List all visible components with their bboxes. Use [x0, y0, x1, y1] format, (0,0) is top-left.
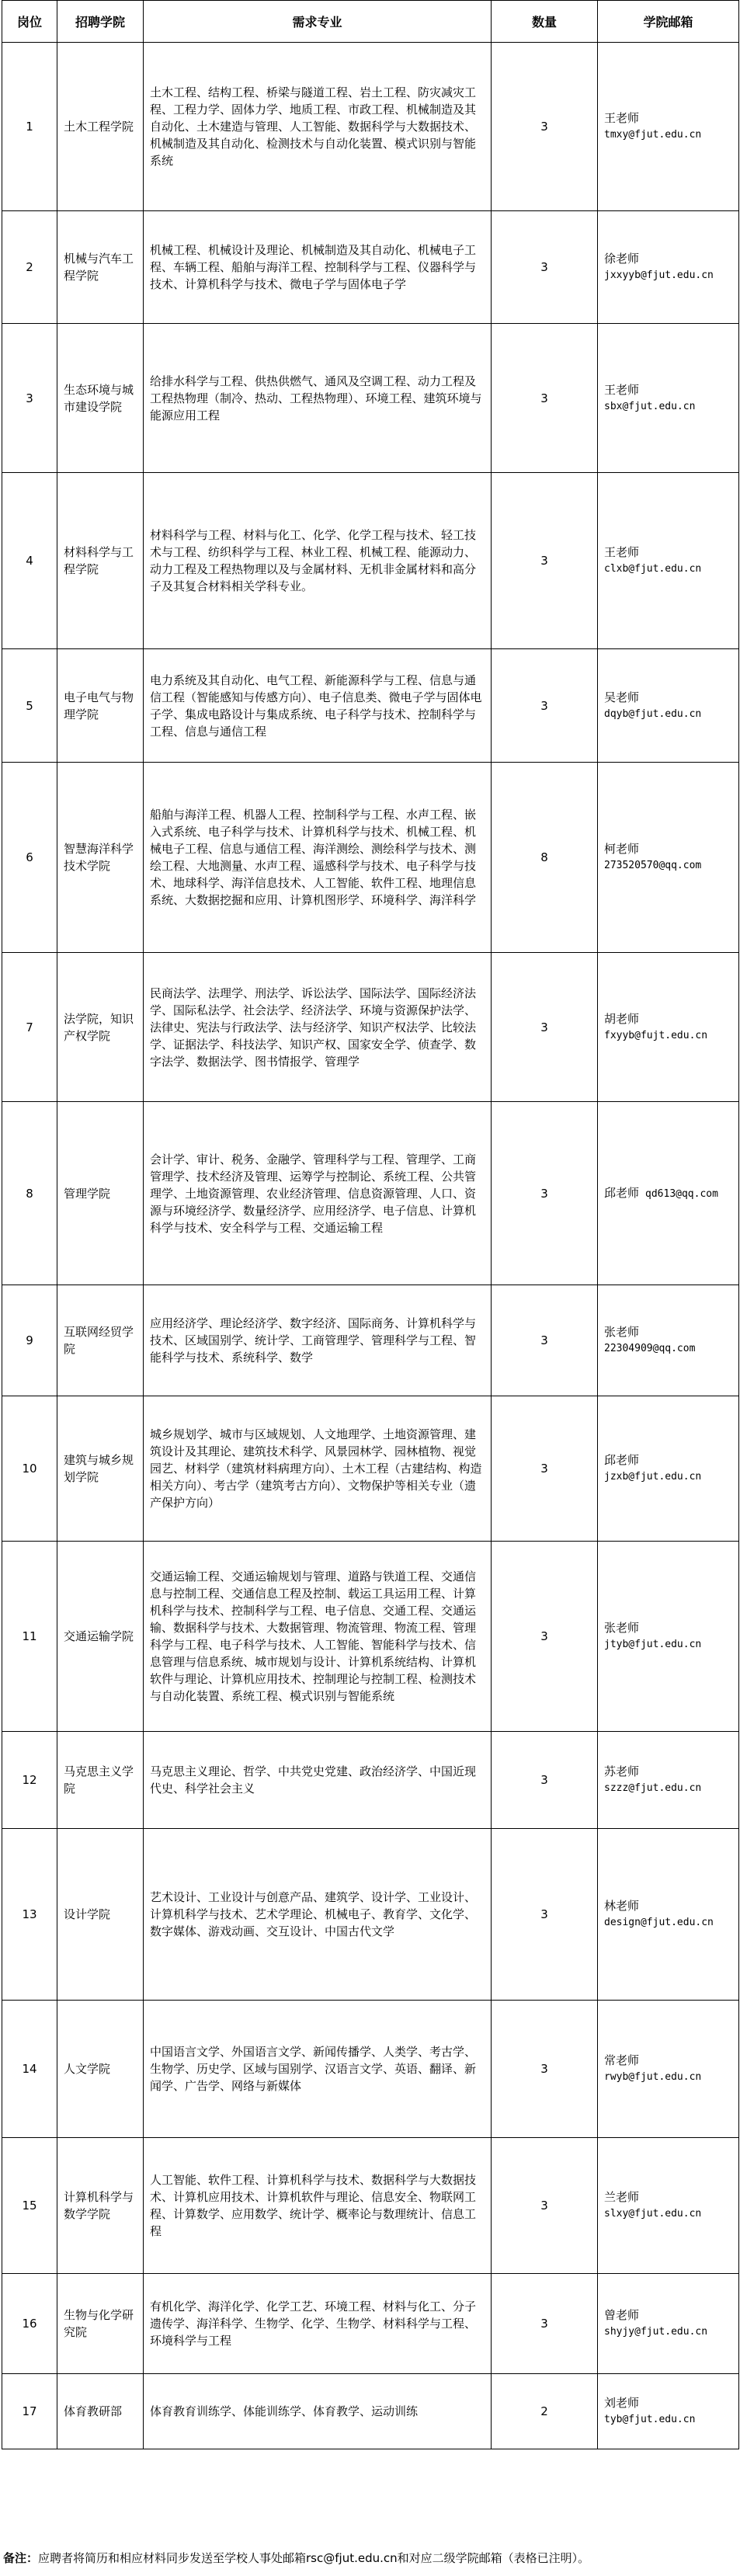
post-id-cell: 15: [2, 2138, 57, 2274]
contact-name: 柯老师: [604, 842, 640, 856]
quantity-cell: 3: [492, 211, 598, 324]
email-address: 22304909@qq.com: [604, 1343, 696, 1354]
header-majors: 需求专业: [144, 1, 492, 43]
header-post-id: 岗位: [2, 1, 57, 43]
email-cell: [598, 43, 739, 211]
email-address: szzz@fjut.edu.cn: [604, 1782, 702, 1794]
college-cell: 生物与化学研究院: [57, 2274, 144, 2374]
contact-name: 张老师: [604, 1325, 640, 1339]
majors-cell: 体育教育训练学、体能训练学、体育教学、运动训练: [144, 2374, 492, 2449]
email-address: slxy@fjut.edu.cn: [604, 2208, 702, 2220]
majors-cell: 会计学、审计、税务、金融学、管理科学与工程、管理学、工商管理学、技术经济及管理、运筹学与控制论、系统工程、公共管理学、土地资源管理、农业经济管理、信息资源管理、人口、资源与环境经济学、数量经济学、应用经济学、电子信息、计算机科学与技术、安全科学与工程、交通运输工程: [144, 1102, 492, 1285]
table-row: [2, 324, 739, 473]
quantity-cell: 3: [492, 1542, 598, 1732]
college-cell: 智慧海洋科学技术学院: [57, 763, 144, 953]
email-cell: [598, 763, 739, 953]
table-row: [2, 1542, 739, 1732]
table-row: [2, 1285, 739, 1396]
header-email: 学院邮箱: [598, 1, 739, 43]
quantity-cell: 3: [492, 953, 598, 1102]
email-address: tmxy@fjut.edu.cn: [604, 129, 702, 141]
majors-cell: 艺术设计、工业设计与创意产品、建筑学、设计学、工业设计、计算机科学与技术、艺术学理论、机械电子、教育学、文化学、数字媒体、游戏动画、交互设计、中国古代文学: [144, 1829, 492, 2001]
contact-name: 刘老师: [604, 2396, 640, 2410]
quantity-cell: 3: [492, 2274, 598, 2374]
contact-name: 胡老师: [604, 1011, 640, 1026]
college-cell: 人文学院: [57, 2001, 144, 2138]
contact-name: 王老师: [604, 545, 640, 559]
email-address: sbx@fjut.edu.cn: [604, 400, 696, 412]
quantity-cell: 3: [492, 1285, 598, 1396]
post-id-cell: 14: [2, 2001, 57, 2138]
college-cell: 体育教研部: [57, 2374, 144, 2449]
email-cell: [598, 1732, 739, 1829]
contact-name: 张老师: [604, 1621, 640, 1635]
email-cell: [598, 1829, 739, 2001]
quantity-cell: 3: [492, 649, 598, 763]
email-address: tyb@fjut.edu.cn: [604, 2414, 696, 2425]
college-cell: 机械与汽车工程学院: [57, 211, 144, 324]
majors-cell: 马克思主义理论、哲学、中共党史党建、政治经济学、中国近现代史、科学社会主义: [144, 1732, 492, 1829]
majors-cell: 中国语言文学、外国语言文学、新闻传播学、人类学、考古学、生物学、历史学、区域与国别学、汉语言文学、英语、翻译、新闻学、广告学、网络与新媒体: [144, 2001, 492, 2138]
table-row: [2, 1102, 739, 1285]
table-row: [2, 211, 739, 324]
post-id-cell: 10: [2, 1396, 57, 1542]
header-college: 招聘学院: [57, 1, 144, 43]
quantity-cell: 3: [492, 1829, 598, 2001]
quantity-cell: 8: [492, 763, 598, 953]
post-id-cell: 1: [2, 43, 57, 211]
recruitment-table: [2, 0, 739, 2449]
contact-name: 兰老师: [604, 2190, 640, 2204]
contact-name: 王老师: [604, 111, 640, 125]
contact-name: 林老师: [604, 1899, 640, 1913]
email-address: rwyb@fjut.edu.cn: [604, 2071, 702, 2083]
majors-cell: 给排水科学与工程、供热供燃气、通风及空调工程、动力工程及工程热物理（制冷、热动、工程热物理）、环境工程、建筑环境与能源应用工程: [144, 324, 492, 473]
post-id-cell: 3: [2, 324, 57, 473]
email-cell: [598, 2374, 739, 2449]
quantity-cell: 3: [492, 1732, 598, 1829]
contact-name: 邱老师: [604, 1453, 640, 1467]
email-cell: [598, 2001, 739, 2138]
email-address: qd613@qq.com: [645, 1187, 718, 1200]
post-id-cell: 8: [2, 1102, 57, 1285]
table-row: [2, 649, 739, 763]
table-body: [2, 43, 739, 2449]
contact-name: 常老师: [604, 2053, 640, 2067]
footnote-text: 应聘者将简历和相应材料同步发送至学校人事处邮箱rsc@fjut.edu.cn和对应二级学院邮箱（表格已注明）。: [38, 2551, 590, 2565]
post-id-cell: 11: [2, 1542, 57, 1732]
post-id-cell: 16: [2, 2274, 57, 2374]
email-cell: [598, 953, 739, 1102]
email-address: design@fjut.edu.cn: [604, 1917, 714, 1928]
contact-name: 王老师: [604, 382, 640, 397]
header-quantity: 数量: [492, 1, 598, 43]
footnote-label: 备注：: [3, 2551, 39, 2565]
majors-cell: 电力系统及其自动化、电气工程、新能源科学与工程、信息与通信工程（智能感知与传感方向）、电子信息类、微电子学与固体电子学、集成电路设计与集成系统、电子科学与技术、控制科学与工程、信息与通信工程: [144, 649, 492, 763]
majors-cell: 土木工程、结构工程、桥梁与隧道工程、岩土工程、防灾减灾工程、工程力学、固体力学、地质工程、市政工程、机械制造及其自动化、土木建造与管理、人工智能、数据科学与大数据技术、机械制造及其自动化、检测技术与自动化装置、模式识别与智能系统: [144, 43, 492, 211]
majors-cell: 材料科学与工程、材料与化工、化学、化学工程与技术、轻工技术与工程、纺织科学与工程、林业工程、机械工程、能源动力、动力工程及工程热物理以及与金属材料、无机非金属材料和高分子及其复合材料相关学科专业。: [144, 473, 492, 649]
post-id-cell: 6: [2, 763, 57, 953]
majors-cell: 应用经济学、理论经济学、数字经济、国际商务、计算机科学与技术、区域国别学、统计学、工商管理学、管理科学与工程、智能科学与技术、系统科学、数学: [144, 1285, 492, 1396]
table-row: [2, 2138, 739, 2274]
post-id-cell: 12: [2, 1732, 57, 1829]
quantity-cell: 3: [492, 2138, 598, 2274]
email-cell: [598, 211, 739, 324]
email-address: clxb@fjut.edu.cn: [604, 563, 702, 575]
table-row: [2, 2374, 739, 2449]
table-row: [2, 2274, 739, 2374]
table-header-row: [2, 1, 739, 43]
email-cell: [598, 473, 739, 649]
college-cell: 建筑与城乡规划学院: [57, 1396, 144, 1542]
email-cell: [598, 2274, 739, 2374]
college-cell: 材料科学与工程学院: [57, 473, 144, 649]
majors-cell: 交通运输工程、交通运输规划与管理、道路与铁道工程、交通信息与控制工程、交通信息工程及控制、载运工具运用工程、计算机科学与技术、控制科学与工程、电子信息、交通工程、交通运输、数据科学与技术、大数据管理、物流管理、物流工程、管理科学与工程、电子科学与技术、人工智能、智能科学与技术、信息管理与信息系统、城市规划与设计、计算机系统结构、计算机软件与理论、计算机应用技术、控制理论与控制工程、检测技术与自动化装置、系统工程、模式识别与智能系统: [144, 1542, 492, 1732]
email-address: shyjy@fjut.edu.cn: [604, 2326, 708, 2338]
college-cell: 马克思主义学院: [57, 1732, 144, 1829]
majors-cell: 船舶与海洋工程、机器人工程、控制科学与工程、水声工程、嵌入式系统、电子科学与技术、计算机科学与技术、机械工程、机械电子工程、信息与通信工程、海洋测绘、测绘科学与技术、测绘工程、大地测量、水声工程、遥感科学与技术、电子科学与技术、地球科学、海洋信息技术、人工智能、软件工程、地理信息系统、大数据挖掘和应用、计算机图形学、环境科学、海洋科学: [144, 763, 492, 953]
majors-cell: 城乡规划学、城市与区域规划、人文地理学、土地资源管理、建筑设计及其理论、建筑技术科学、风景园林学、园林植物、视觉园艺、材料学（建筑材料病理方向）、土木工程（古建结构、构造相关方向）、考古学（建筑考古方向）、文物保护等相关专业（遗产保护方向）: [144, 1396, 492, 1542]
quantity-cell: 2: [492, 2374, 598, 2449]
email-cell: [598, 1542, 739, 1732]
email-address: jzxb@fjut.edu.cn: [604, 1471, 702, 1483]
table-row: [2, 473, 739, 649]
college-cell: 管理学院: [57, 1102, 144, 1285]
quantity-cell: 3: [492, 1102, 598, 1285]
table-row: [2, 1396, 739, 1542]
table-row: [2, 43, 739, 211]
college-cell: 生态环境与城市建设学院: [57, 324, 144, 473]
email-address: fxyyb@fujt.edu.cn: [604, 1029, 708, 1041]
majors-cell: 机械工程、机械设计及理论、机械制造及其自动化、机械电子工程、车辆工程、船舶与海洋工程、控制科学与工程、仪器科学与技术、计算机科学与技术、微电子学与固体电子学: [144, 211, 492, 324]
post-id-cell: 17: [2, 2374, 57, 2449]
post-id-cell: 2: [2, 211, 57, 324]
contact-name: 曾老师: [604, 2308, 640, 2322]
quantity-cell: 3: [492, 1396, 598, 1542]
table-row: [2, 763, 739, 953]
email-cell: [598, 1396, 739, 1542]
majors-cell: 人工智能、软件工程、计算机科学与技术、数据科学与大数据技术、计算机应用技术、计算机软件与理论、信息安全、物联网工程、计算数学、应用数学、统计学、概率论与数理统计、信息工程: [144, 2138, 492, 2274]
contact-name: 苏老师: [604, 1764, 640, 1778]
email-address: jxxyyb@fjut.edu.cn: [604, 269, 714, 281]
post-id-cell: 13: [2, 1829, 57, 2001]
college-cell: 法学院，知识产权学院: [57, 953, 144, 1102]
email-address: jtyb@fjut.edu.cn: [604, 1639, 702, 1650]
table-row: [2, 953, 739, 1102]
quantity-cell: 3: [492, 2001, 598, 2138]
majors-cell: 有机化学、海洋化学、化学工艺、环境工程、材料与化工、分子遗传学、海洋科学、生物学、化学、生物学、材料科学与工程、环境科学与工程: [144, 2274, 492, 2374]
contact-name: 吴老师: [604, 690, 640, 704]
post-id-cell: 5: [2, 649, 57, 763]
email-address: dqyb@fjut.edu.cn: [604, 707, 702, 720]
email-cell: [598, 2138, 739, 2274]
contact-name: 邱老师: [604, 1185, 640, 1200]
table-row: [2, 1732, 739, 1829]
email-cell: [598, 649, 739, 763]
college-cell: 电子电气与物理学院: [57, 649, 144, 763]
college-cell: 设计学院: [57, 1829, 144, 2001]
quantity-cell: 3: [492, 473, 598, 649]
email-cell: [598, 324, 739, 473]
college-cell: 互联网经贸学院: [57, 1285, 144, 1396]
majors-cell: 民商法学、法理学、刑法学、诉讼法学、国际法学、国际经济法学、国际私法学、社会法学、经济法学、环境与资源保护法学、法律史、宪法与行政法学、法与经济学、知识产权法学、比较法学、证据法学、科技法学、知识产权、国家安全学、侦查学、数字法学、数据法学、图书情报学、管理学: [144, 953, 492, 1102]
quantity-cell: 3: [492, 324, 598, 473]
contact-name: 徐老师: [604, 252, 640, 266]
table-row: [2, 1829, 739, 2001]
post-id-cell: 7: [2, 953, 57, 1102]
table-row: [2, 2001, 739, 2138]
college-cell: 土木工程学院: [57, 43, 144, 211]
post-id-cell: 4: [2, 473, 57, 649]
quantity-cell: 3: [492, 43, 598, 211]
email-cell: [598, 1285, 739, 1396]
email-cell: [598, 1102, 739, 1285]
email-address: 273520570@qq.com: [604, 860, 702, 871]
college-cell: 计算机科学与数学学院: [57, 2138, 144, 2274]
footnote: [3, 2548, 589, 2568]
college-cell: 交通运输学院: [57, 1542, 144, 1732]
post-id-cell: 9: [2, 1285, 57, 1396]
